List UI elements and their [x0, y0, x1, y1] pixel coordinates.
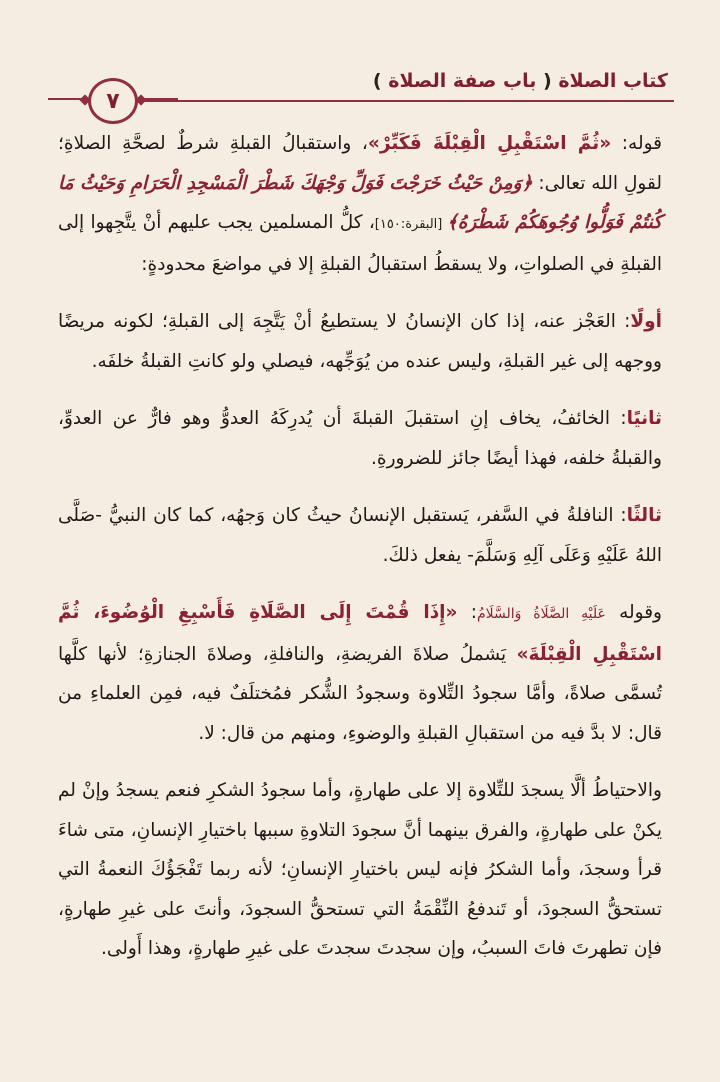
page-body	[58, 124, 662, 987]
chapter-open-paren: (	[536, 70, 559, 92]
book-title: كتاب الصلاة	[558, 70, 668, 92]
paragraph-hadith-wudu	[58, 593, 662, 753]
header-rule	[108, 100, 674, 102]
text: : الخائفُ، يخاف إنِ استقبلَ القبلةَ أن يُدرِكَهُ العدوُّ وهو فارٌّ عن العدوِّ، والقبلةُ خلفه، فهذا أيضًا جائز للضرورةِ.	[58, 408, 662, 469]
text: يَشملُ صلاةَ الفريضةِ، والنافلةِ، وصلاةَ الجنازةِ؛ لأنها كلَّها تُسمَّى صلاةً، وأمَّا سجودُ التِّلاوة وسجودُ الشُّكر فمُختلَفٌ فيه، فمِن العلماءِ من قال: لا بدَّ فيه من استقبالِ القبلةِ والوضوءِ، ومنهم من قال: لا.	[58, 643, 662, 744]
verse-reference: [البقرة:١٥٠]	[374, 217, 447, 232]
text: يفعل ذلكَ.	[382, 544, 468, 566]
paragraph-qibla-intro	[58, 124, 662, 284]
text: ، كلُّ المسلمين يجب عليهم أنْ يتَّجِهوا إلى القبلةِ في الصلواتِ، ولا يسقطُ استقبالُ القبلةِ إلا في مواضعَ محدودةٍ:	[58, 212, 662, 275]
point-label-third: ثالثًا	[626, 505, 662, 526]
hadith-quote: «ثُمَّ اسْتَقْبِلِ الْقِبْلَةَ فَكَبِّرْ»	[367, 133, 612, 154]
hadith-quote: «إِذَا قُمْتَ إِلَى الصَّلَاةِ فَأَسْبِغِ الْوُضُوءَ، ثُمَّ اسْتَقْبِلِ الْقِبْلَةَ»	[58, 602, 662, 665]
text: : العَجْز عنه، إذا كان الإنسانُ لا يستطيعُ أنْ يَتَّجِهَ إلى القبلةِ؛ لكونه مريضًا ووجهه إلى غير القبلةِ، وليس عنده من يُوَجِّهه، فيصلي ولو كانتِ القبلةُ خلفَه.	[58, 311, 662, 372]
point-label-first: أولًا	[630, 311, 662, 332]
chapter-close-paren: )	[372, 70, 389, 92]
paragraph-precaution	[58, 771, 662, 969]
paragraph-third-exception	[58, 496, 662, 575]
quran-verse: ﴿وَمِنْ حَيْثُ خَرَجْتَ فَوَلِّ وَجْهَكَ شَطْرَ الْمَسْجِدِ الْحَرَامِ وَحَيْثُ مَا كُنتُمْ فَوَلُّوا وُجُوهَكُمْ شَطْرَهُ﴾	[58, 172, 662, 233]
point-label-second: ثانيًا	[626, 408, 662, 429]
chapter-title: باب صفة الصلاة	[388, 70, 537, 92]
paragraph-first-exception	[58, 302, 662, 381]
text: : النافلةُ في السَّفر، يَستقبل الإنسانُ حيثُ كان وَجهُه، كما كان النبيُّ	[101, 505, 627, 526]
running-title	[373, 70, 668, 92]
page-header	[48, 62, 674, 114]
text: وقوله	[605, 602, 662, 623]
text: :	[457, 602, 477, 623]
paragraph-second-exception	[58, 399, 662, 478]
salutation: -صَلَّى اللهُ عَلَيْهِ وَعَلَى آلِهِ وَسَلَّمَ-	[58, 505, 662, 566]
text: قوله:	[611, 133, 662, 154]
page-number: ٧	[88, 78, 138, 124]
honorific: عَلَيْهِ الصَّلَاةُ وَالسَّلَامُ	[477, 606, 606, 622]
text: ، واستقبالُ القبلةِ شرطٌ لصحَّةِ الصلاةِ؛ لقولِ الله تعالى:	[58, 133, 662, 194]
text: والاحتياطُ ألَّا يسجدَ للتِّلاوة إلا على طهارةٍ، وأما سجودُ الشكرِ فنعم يسجدُ وإنْ لم يكنْ على طهارةٍ، والفرق بينهما أنَّ سجودَ التلاوةِ سببها باختيارِ الإنسانِ، متى شاءَ قرأ وسجدَ، وأما الشكرُ فإنه ليس باختيارِ الإنسانِ؛ لأنه ربما تَفْجَؤُكَ النعمةُ التي تستحقُّ السجودَ، أو تَندفعُ النِّقْمَةُ التي تستحقُّ السجودَ، وأنتَ على غيرِ طهارةٍ، فإن تطهرتَ فاتَ السببُ، وإن سجدتَ سجدتَ على غيرِ طهارةٍ، وهذا أَولى.	[58, 780, 662, 959]
page-number-ornament	[48, 76, 180, 124]
